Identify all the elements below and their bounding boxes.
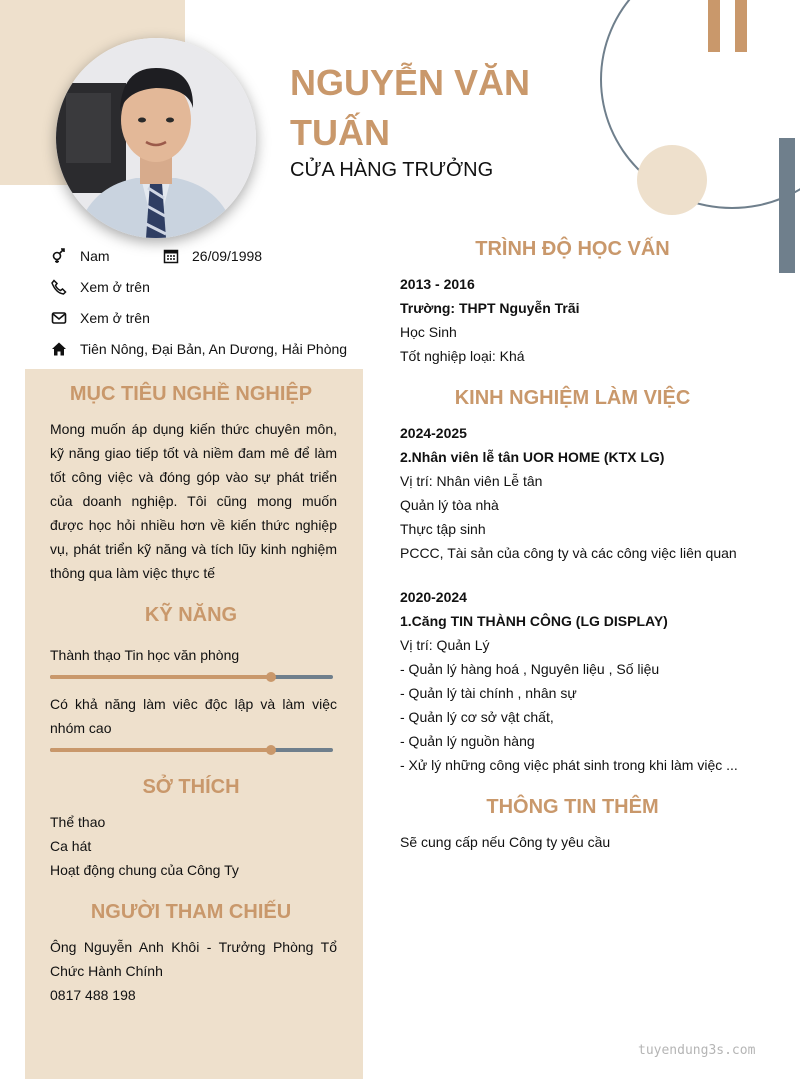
- reference-text: Ông Nguyễn Anh Khôi - Trưởng Phòng Tổ Chức Hành Chính: [50, 939, 337, 979]
- hobby-item: Hoạt động chung của Công Ty: [50, 862, 239, 878]
- info-phone: [50, 278, 150, 296]
- hobbies-title: SỞ THÍCH: [142, 776, 240, 798]
- info-birthdate: [162, 247, 262, 265]
- education-school: Trường: THPT Nguyễn Trãi: [400, 300, 580, 316]
- objective-title: MỤC TIÊU NGHỀ NGHIỆP: [69, 383, 313, 405]
- education-grade: Tốt nghiệp loại: Khá: [400, 348, 525, 364]
- experience-title: KINH NGHIỆM LÀM VIỆC: [454, 387, 691, 409]
- education-period: 2013 - 2016: [400, 276, 475, 292]
- candidate-name: NGUYỄN VĂN TUẤN: [290, 62, 531, 153]
- skill-bar-knob: [266, 672, 276, 682]
- skill-bar: [50, 675, 333, 679]
- calendar-icon: [162, 247, 180, 265]
- decor-beige-circle: [637, 145, 707, 215]
- job-line: - Quản lý cơ sở vật chất,: [400, 709, 554, 725]
- birthdate-value: 26/09/1998: [192, 248, 263, 264]
- phone-icon: [50, 278, 68, 296]
- decor-bar: [735, 0, 747, 52]
- job-line: - Quản lý hàng hoá , Nguyên liệu , Số liệu: [400, 661, 660, 677]
- reference-phone: 0817 488 198: [50, 987, 136, 1003]
- hobby-item: Ca hát: [50, 838, 92, 854]
- info-email: [50, 309, 150, 327]
- skill-bar-fill: [50, 748, 271, 752]
- job-line: Thực tập sinh: [400, 521, 486, 537]
- job-line: Vị trí: Quản Lý: [400, 637, 490, 653]
- job-line: - Quản lý nguồn hàng: [400, 733, 535, 749]
- home-icon: [50, 340, 68, 358]
- gender-value: Nam: [80, 248, 110, 264]
- skills-title: KỸ NĂNG: [144, 604, 238, 626]
- email-value: Xem ở trên: [80, 310, 150, 326]
- additional-title: THÔNG TIN THÊM: [486, 796, 659, 818]
- job-line: - Quản lý tài chính , nhân sự: [400, 685, 577, 701]
- skill-label: Thành thạo Tin học văn phòng: [50, 647, 240, 663]
- info-address: [50, 340, 347, 358]
- skill-bar-fill: [50, 675, 271, 679]
- job-line: - Xử lý những công việc phát sinh trong khi làm việc ...: [400, 757, 738, 773]
- references-title: NGƯỜI THAM CHIẾU: [90, 901, 292, 923]
- watermark: tuyendung3s.com: [638, 1043, 756, 1058]
- address-value: Tiên Nông, Đại Bản, An Dương, Hải Phòng: [80, 341, 348, 357]
- job-period: 2020-2024: [400, 589, 467, 605]
- job-line: Vị trí: Nhân viên Lễ tân: [400, 473, 543, 489]
- info-gender: [50, 247, 110, 265]
- education-title: TRÌNH ĐỘ HỌC VẤN: [475, 238, 670, 260]
- phone-value: Xem ở trên: [80, 279, 150, 295]
- email-icon: [50, 309, 68, 327]
- decor-bar: [708, 0, 720, 52]
- job-period: 2024-2025: [400, 425, 467, 441]
- job-title: CỬA HÀNG TRƯỞNG: [290, 159, 494, 181]
- job-company: 2.Nhân viên lễ tân UOR HOME (KTX LG): [400, 449, 665, 465]
- decor-strip: [779, 138, 795, 273]
- skill-bar-knob: [266, 745, 276, 755]
- skill-label: Có khả năng làm viêc độc lập và làm việc nhóm cao: [50, 696, 337, 736]
- job-line: PCCC, Tài sản của công ty và các công việc liên quan: [400, 545, 737, 561]
- job-company: 1.Căng TIN THÀNH CÔNG (LG DISPLAY): [400, 613, 668, 629]
- skill-bar: [50, 748, 333, 752]
- gender-icon: [50, 247, 68, 265]
- profile-photo: [56, 38, 256, 238]
- job-line: Quản lý tòa nhà: [400, 497, 499, 513]
- education-role: Học Sinh: [400, 324, 457, 340]
- hobby-item: Thể thao: [50, 814, 106, 830]
- additional-text: Sẽ cung cấp nếu Công ty yêu cầu: [400, 834, 611, 850]
- objective-text: Mong muốn áp dụng kiến thức chuyên môn, kỹ năng giao tiếp tốt và niềm đam mê để làm tốt công việc và đóng góp vào sự phát triển của doanh nghiệp. Tôi cũng mong muốn được học hỏi nhiều hơn về kiến thức nghiệp vụ, phát triển kỹ năng và tích lũy kinh nghiệm thông qua làm việc thực tế: [50, 421, 337, 581]
